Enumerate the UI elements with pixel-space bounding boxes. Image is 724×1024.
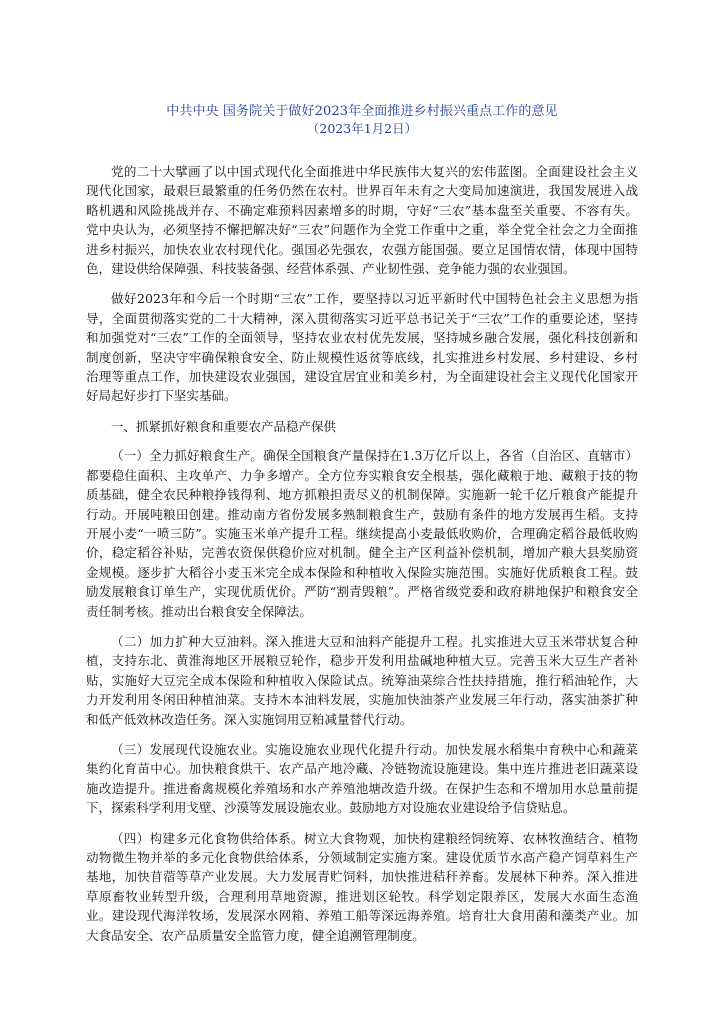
item-paragraph-3: （三）发展现代设施农业。实施设施农业现代化提升行动。加快发展水稻集中育秧中心和蔬菜集约化育苗中心。加快粮食烘干、农产品产地冷藏、冷链物流设施建设。集中连片推进老旧蔬菜设施改造提升。推进畜禽规模化养殖场和水产养殖池塘改造升级。在保护生态和不增加用水总量前提下，探索科学利用戈壁、沙漠等发展设施农业。鼓励地方对设施农业建设给予信贷贴息。 — [86, 741, 638, 816]
document-title: 中共中央 国务院关于做好2023年全面推进乡村振兴重点工作的意见 — [166, 104, 558, 119]
item-paragraph-1: （一）全力抓好粮食生产。确保全国粮食产量保持在1.3万亿斤以上，各省（自治区、直辖市）都要稳住面积、主攻单产、力争多增产。全方位夯实粮食安全根基，强化藏粮于地、藏粮于技的物质基础，健全农民种粮挣钱得利、地方抓粮担责尽义的机制保障。实施新一轮千亿斤粮食产能提升行动。开展吨粮田创建。推动南方省份发展多熟制粮食生产，鼓励有条件的地方发展再生稻。支持开展小麦“一喷三防”。实施玉米单产提升工程。继续提高小麦最低收购价，合理确定稻谷最低收购价，稳定稻谷补贴，完善农资保供稳价应对机制。健全主产区利益补偿机制，增加产粮大县奖励资金规模。逐步扩大稻谷小麦玉米完全成本保险和种植收入保险实施范围。实施好优质粮食工程。鼓励发展粮食订单生产，实现优质优价。严防“割青毁粮”。严格省级党委和政府耕地保护和粮食安全责任制考核。推动出台粮食安全保障法。 — [86, 448, 638, 619]
item-paragraph-2: （二）加力扩种大豆油料。深入推进大豆和油料产能提升工程。扎实推进大豆玉米带状复合种植，支持东北、黄淮海地区开展粮豆轮作，稳步开发利用盐碱地种植大豆。完善玉米大豆生产者补贴，实施好大豆完全成本保险和种植收入保险试点。统筹油菜综合性扶持措施，推行稻油轮作，大力开发利用冬闲田种植油菜。支持木本油料发展，实施加快油茶产业发展三年行动，落实油茶扩种和低产低效林改造任务。深入实施饲用豆粕减量替代行动。 — [86, 633, 638, 727]
title-spacer — [86, 137, 638, 162]
document-date: （2023年1月2日） — [306, 121, 418, 136]
section-heading: 一、抓紧抓好粮食和重要农产品稳产保供 — [111, 418, 337, 434]
intro-paragraph-1: 党的二十大擘画了以中国式现代化全面推进中华民族伟大复兴的宏伟蓝图。全面建设社会主义现代化国家，最艰巨最繁重的任务仍然在农村。世界百年未有之大变局加速演进，我国发展进入战略机遇和风险挑战并存、不确定难预料因素增多的时期，守好“三农”基本盘至关重要、不容有失。党中央认为，必须坚持不懈把解决好“三农”问题作为全党工作重中之重，举全党全社会之力全面推进乡村振兴，加快农业农村现代化。强国必先强农，农强方能国强。要立足国情农情，体现中国特色，建设供给保障强、科技装备强、经营体系强、产业韧性强、竞争能力强的农业强国。 — [86, 164, 638, 277]
intro-paragraph-2: 做好2023年和今后一个时期“三农”工作，要坚持以习近平新时代中国特色社会主义思想为指导，全面贯彻落实党的二十大精神，深入贯彻落实习近平总书记关于“三农”工作的重要论述，坚持和加强党对“三农”工作的全面领导，坚持农业农村优先发展，坚持城乡融合发展，强化科技创新和制度创新，坚决守牢确保粮食安全、防止规模性返贫等底线，扎实推进乡村发展、乡村建设、乡村治理等重点工作，加快建设农业强国，建设宜居宜业和美乡村，为全面建设社会主义现代化国家开好局起好步打下坚实基础。 — [86, 291, 638, 404]
item-paragraph-4: （四）构建多元化食物供给体系。树立大食物观，加快构建粮经饲统筹、农林牧渔结合、植物动物微生物并举的多元化食物供给体系，分领域制定实施方案。建设优质节水高产稳产饲草料生产基地，加快苜蓿等草产业发展。大力发展青贮饲料，加快推进秸秆养畜。发展林下种养。深入推进草原畜牧业转型升级，合理利用草地资源，推进划区轮牧。科学划定限养区，发展大水面生态渔业。建设现代海洋牧场，发展深水网箱、养殖工船等深远海养殖。培育壮大食用菌和藻类产业。加大食品安全、农产品质量安全监管力度，健全追溯管理制度。 — [86, 830, 638, 943]
